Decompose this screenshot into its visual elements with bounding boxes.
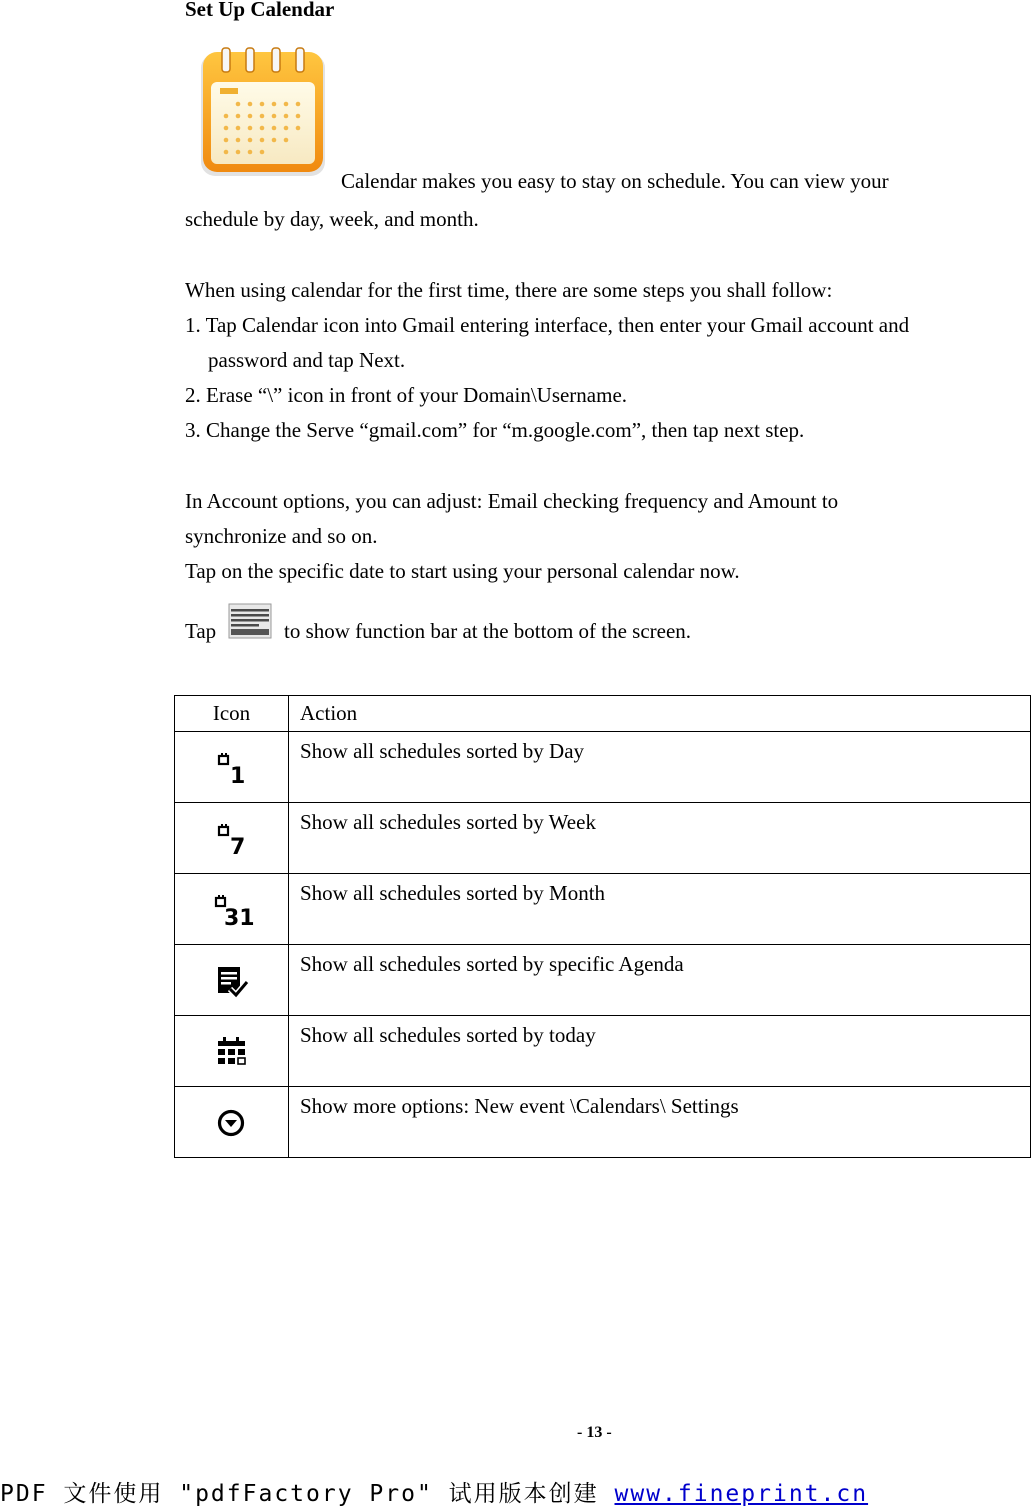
action-cell: Show all schedules sorted by Day — [289, 732, 1031, 803]
step-3: 3. Change the Serve “gmail.com” for “m.google.com”, then tap next step. — [185, 418, 805, 442]
today-icon — [215, 1036, 249, 1070]
menu-icon — [228, 603, 272, 639]
table-row — [175, 803, 1031, 874]
icon-cell — [175, 803, 289, 874]
action-cell: Show all schedules sorted by Week — [289, 803, 1031, 874]
day-view-icon — [216, 752, 248, 789]
icon-cell — [175, 945, 289, 1016]
step-1-continued: password and tap Next. — [208, 348, 406, 372]
week-view-icon — [216, 823, 248, 860]
first-time-lead: When using calendar for the first time, there are some steps you shall follow: — [185, 278, 833, 302]
account-options-line-2: synchronize and so on. — [185, 524, 378, 548]
day-view-icon-label: 1 — [229, 764, 245, 789]
action-cell: Show all schedules sorted by today — [289, 1016, 1031, 1087]
icon-cell — [175, 1087, 289, 1158]
table-row — [175, 1016, 1031, 1087]
agenda-icon — [215, 965, 249, 999]
calendar-icons-table — [174, 695, 1031, 1158]
table-row — [175, 874, 1031, 945]
more-options-icon — [215, 1107, 249, 1141]
icon-cell — [175, 874, 289, 945]
month-view-icon — [213, 894, 255, 931]
page-number: - 13 - — [577, 1424, 612, 1441]
icon-cell — [175, 1016, 289, 1087]
action-cell: Show more options: New event \Calendars\ Settings — [289, 1087, 1031, 1158]
intro-line-2: schedule by day, week, and month. — [185, 207, 479, 231]
table-header-row — [175, 696, 1031, 732]
calendar-app-icon — [198, 46, 328, 180]
week-view-icon-label: 7 — [229, 835, 245, 860]
tap-prefix: Tap — [185, 619, 217, 643]
icon-cell — [175, 732, 289, 803]
step-1: 1. Tap Calendar icon into Gmail entering interface, then enter your Gmail account and — [185, 313, 910, 337]
tap-date-instruction: Tap on the specific date to start using your personal calendar now. — [185, 559, 740, 583]
header-icon: Icon — [175, 696, 289, 732]
header-action: Action — [289, 696, 1031, 732]
step-2: 2. Erase “\” icon in front of your Domain\Username. — [185, 383, 628, 407]
intro-line-1: Calendar makes you easy to stay on schedule. You can view your — [341, 169, 889, 193]
table-row — [175, 945, 1031, 1016]
table-row — [175, 1087, 1031, 1158]
tap-suffix: to show function bar at the bottom of the screen. — [284, 619, 692, 643]
page-heading: Set Up Calendar — [185, 0, 335, 21]
pdf-footer — [0, 1477, 868, 1511]
action-cell: Show all schedules sorted by specific Agenda — [289, 945, 1031, 1016]
footer-link[interactable]: www.fineprint.cn — [614, 1481, 869, 1507]
footer-text: PDF 文件使用 "pdfFactory Pro" 试用版本创建 — [0, 1481, 599, 1507]
account-options-line-1: In Account options, you can adjust: Email checking frequency and Amount to — [185, 489, 839, 513]
table-row — [175, 732, 1031, 803]
month-view-icon-label: 31 — [223, 906, 255, 931]
action-cell: Show all schedules sorted by Month — [289, 874, 1031, 945]
